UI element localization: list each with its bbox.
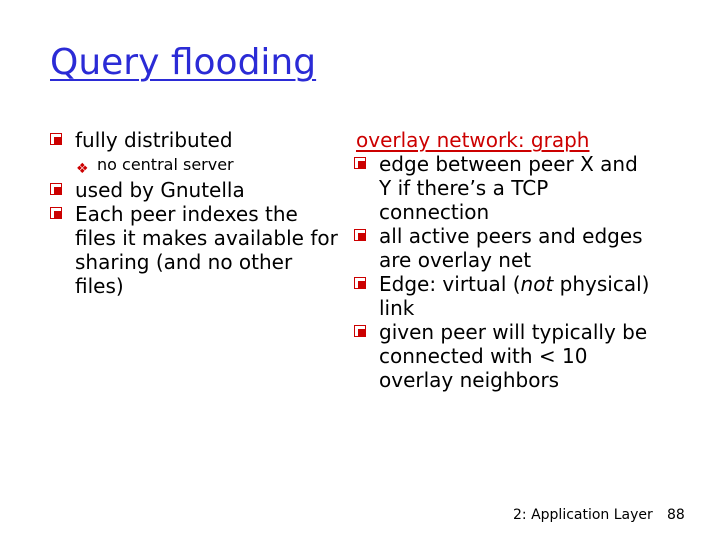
diamond-bullet-icon: ❖ [76, 161, 89, 177]
bullet-text: all active peers and edges are overlay net [379, 224, 643, 272]
square-bullet-icon [354, 277, 366, 289]
bullet-text: fully distributed [75, 128, 233, 152]
left-column [50, 128, 340, 298]
bullet-text: edge between peer X and Y if there’s a TCP connection [379, 152, 638, 224]
footer-chapter: 2: Application Layer [513, 507, 653, 523]
bullet-typical-neighbors [354, 320, 654, 392]
bullet-fully-distributed [50, 128, 340, 152]
footer-page-number: 88 [667, 507, 685, 523]
bullet-text-emphasis: not [520, 272, 554, 296]
bullet-each-peer-indexes [50, 202, 340, 298]
bullet-text: given peer will typically be connected with < 10 overlay neighbors [379, 320, 648, 392]
square-bullet-icon [354, 229, 366, 241]
bullet-text: used by Gnutella [75, 178, 245, 202]
bullet-text-pre: Edge: virtual ( [379, 272, 521, 296]
bullet-text: Each peer indexes the files it makes available for sharing (and no other files) [75, 202, 338, 298]
bullet-edge-virtual [354, 272, 654, 320]
bullet-used-by-gnutella [50, 178, 340, 202]
bullet-edge-definition [354, 152, 654, 224]
sub-bullet-no-central-server [50, 152, 340, 178]
bullet-text-post: physical) link [379, 272, 650, 320]
square-bullet-icon [50, 183, 62, 195]
overlay-network-heading: overlay network: graph [356, 128, 590, 152]
square-bullet-icon [354, 325, 366, 337]
page-title: Query flooding [50, 42, 317, 83]
square-bullet-icon [50, 133, 62, 145]
square-bullet-icon [50, 207, 62, 219]
bullet-active-peers [354, 224, 654, 272]
sub-bullet-text: no central server [97, 155, 234, 174]
right-column [354, 128, 654, 392]
square-bullet-icon [354, 157, 366, 169]
